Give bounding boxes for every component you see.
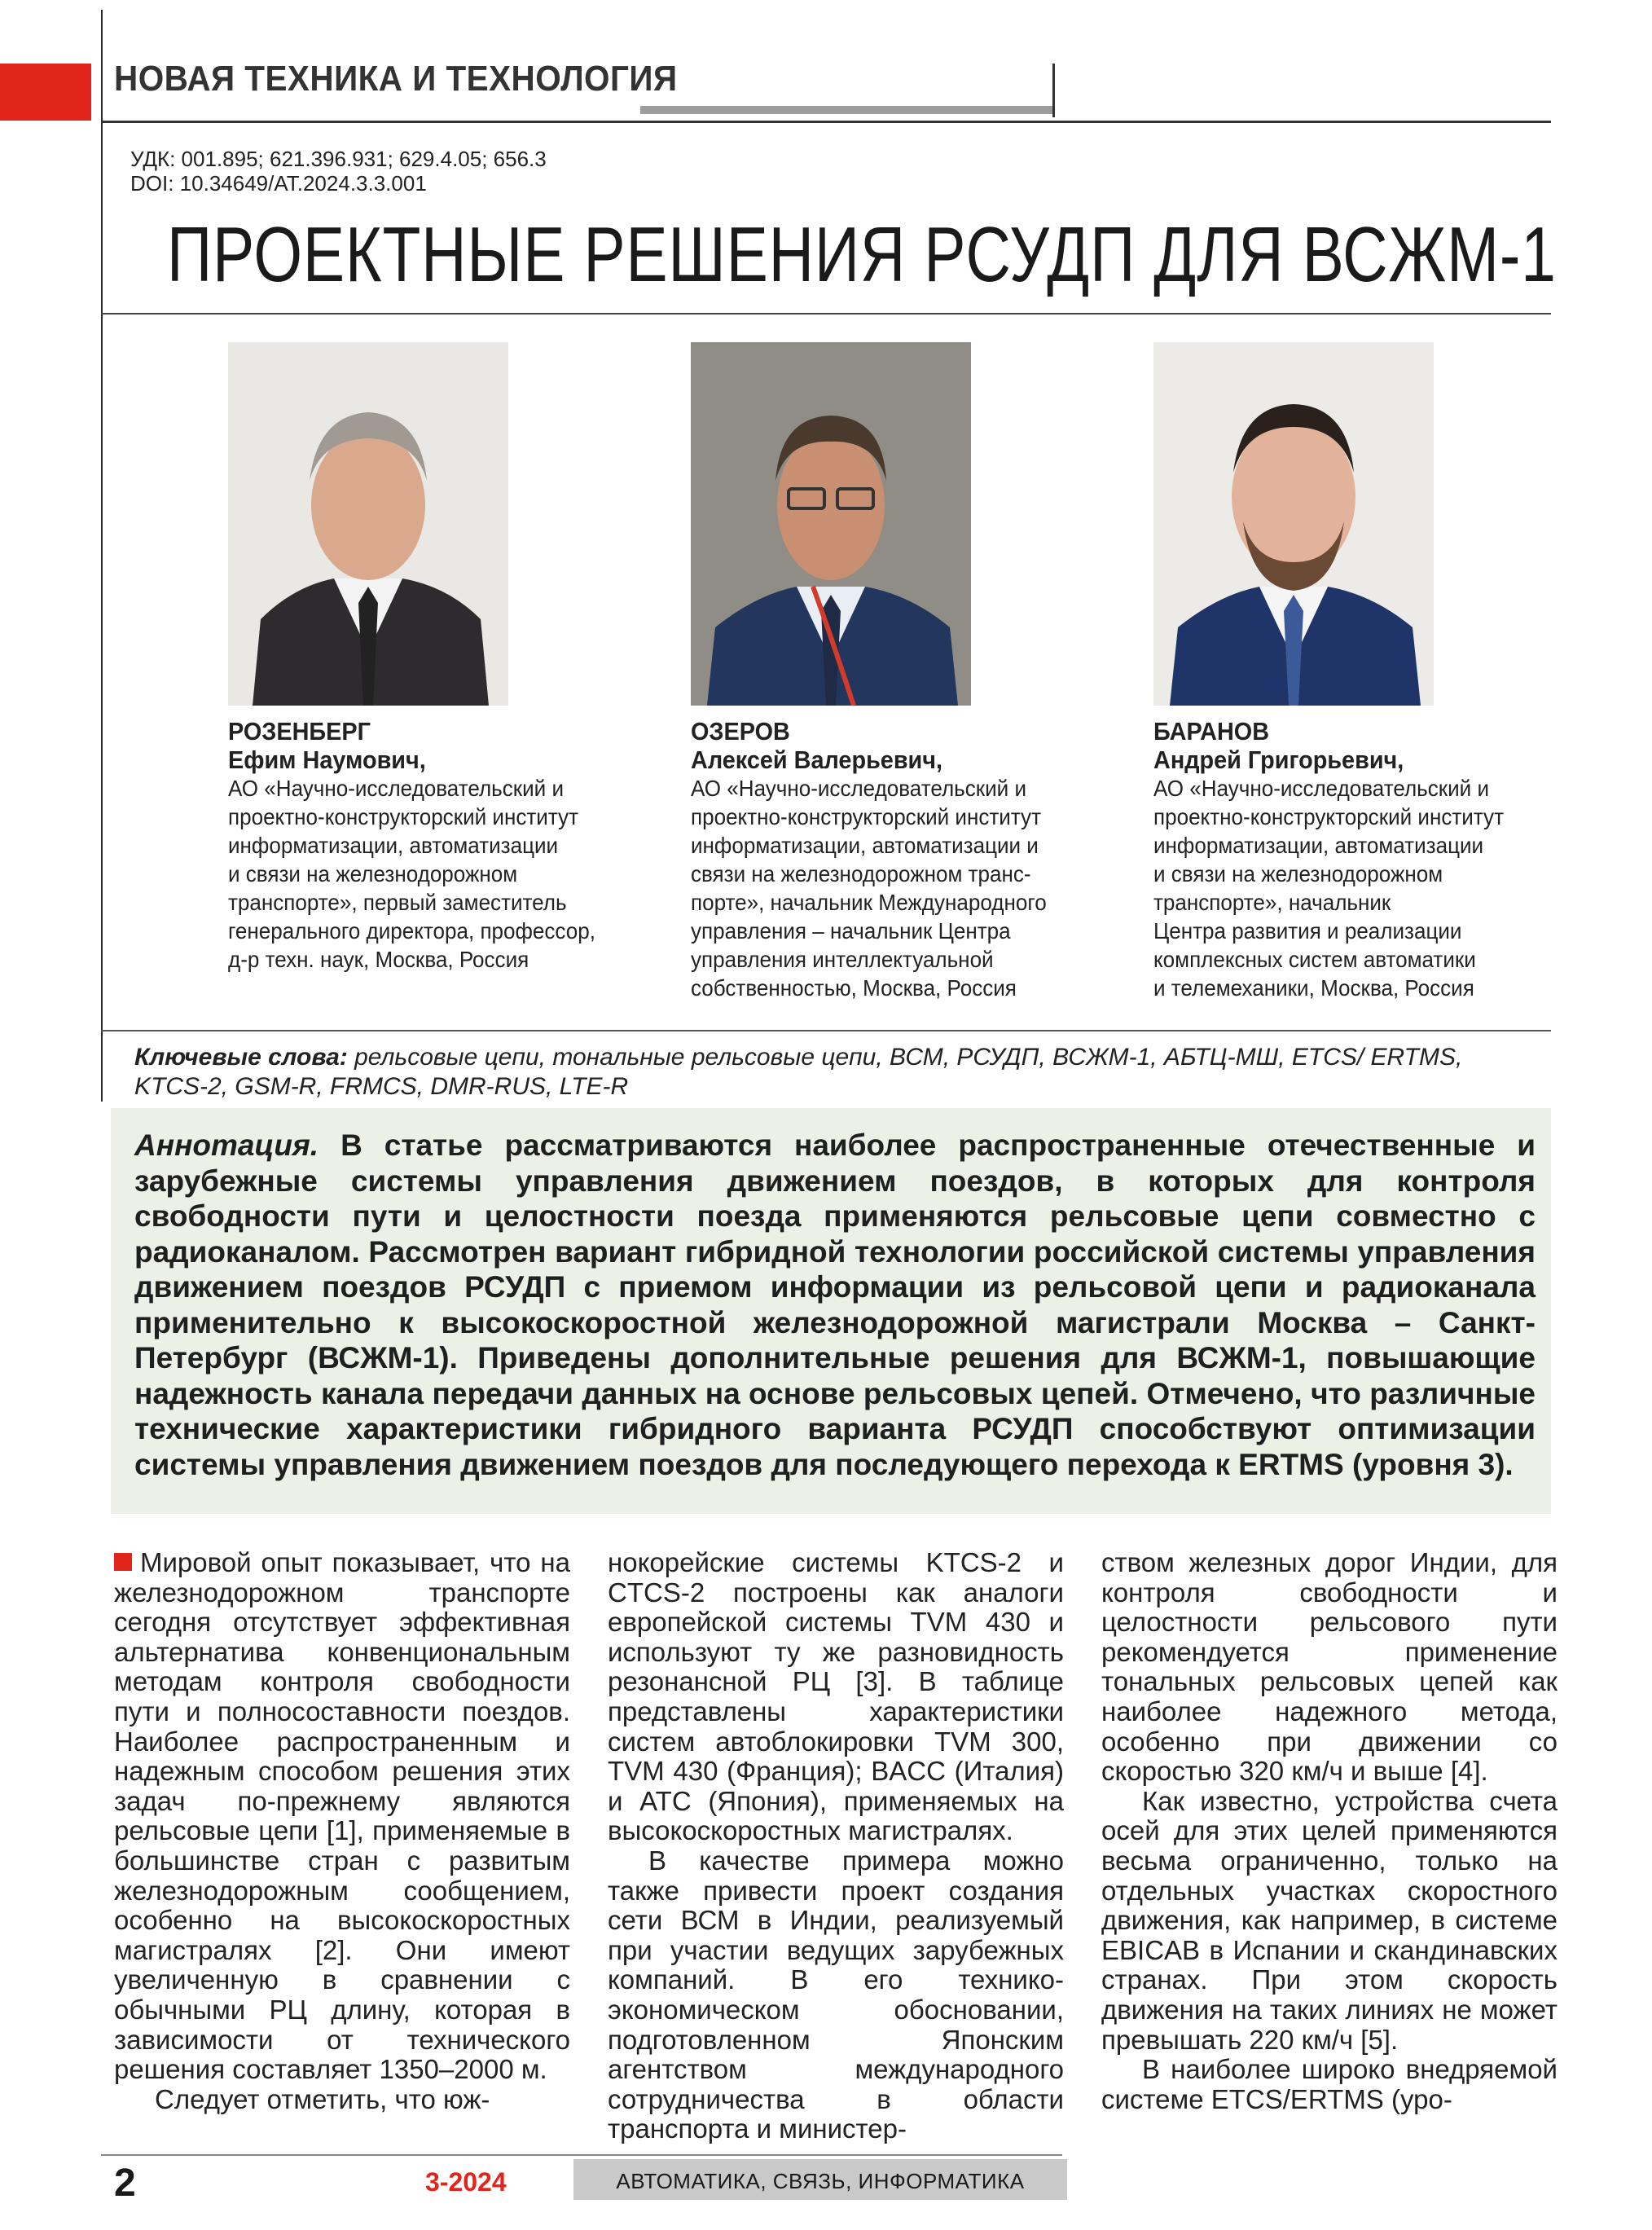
rubric-underline-bar: [640, 106, 1054, 114]
author-affiliation-line: и связи на железнодорожном: [228, 861, 518, 886]
issue-number: 3-2024: [425, 2167, 507, 2197]
author-name: Ефим Наумович,: [228, 746, 426, 774]
annotation: [134, 1128, 1536, 1482]
author-surname: БАРАНОВ: [1153, 717, 1270, 746]
author-affiliation-line: и телемеханики, Москва, Россия: [1153, 975, 1474, 1001]
page-number: 2: [114, 2162, 136, 2205]
author-affiliation-line: информатизации, автоматизации: [228, 833, 559, 858]
body-column-2: [608, 1548, 1064, 2144]
section-color-tab: [0, 64, 91, 121]
paragraph: В наиболее широко внедряемой системе ETCS/ERTMS (уро-: [1101, 2054, 1558, 2114]
author-name: Андрей Григорьевич,: [1153, 746, 1404, 774]
author-photo-ozerov: [691, 342, 971, 706]
author-surname: РОЗЕНБЕРГ: [228, 717, 371, 746]
author-affiliation-line: информатизации, автоматизации и: [691, 833, 1039, 858]
annotation-label: Аннотация.: [134, 1128, 319, 1162]
author-affiliation-line: д-р техн. наук, Москва, Россия: [228, 947, 529, 972]
body-column-1: [114, 1548, 570, 2114]
keywords-label: Ключевые слова:: [134, 1044, 348, 1071]
rubric-divider: [1052, 64, 1055, 117]
section-rubric: НОВАЯ ТЕХНИКА И ТЕХНОЛОГИЯ: [114, 59, 678, 99]
keywords-text: рельсовые цепи, тональные рельсовые цепи, ВСМ, РСУДП, ВСЖМ-1, АБТЦ-МШ, ETCS/ ERTMS, KTCS-2, GSM-R, FRMCS, DMR-RUS, LTE-R: [134, 1044, 1463, 1100]
author-affiliation-line: проектно-конструкторский институт: [228, 804, 579, 829]
author-affiliation-line: собственностью, Москва, Россия: [691, 975, 1017, 1001]
author-affiliation-line: управления – начальник Центра: [691, 918, 1011, 943]
paragraph-text: Мировой опыт показывает, что на железнодорожном транспорте сегодня отсутствует эффективная альтернатива конвенциональным методам контроля свободности пути и полносоставности поездов. Наиболее распространенным и надежным способом решения этих задач по-прежнему являются рельсовые цепи [1], применяемые в большинстве стран с развитым железнодорожным сообщением, особенно на высокоскоростных магистралях [2]. Они имеют увеличенную в сравнении с обычными РЦ длину, которая в зависимости от технического решения составляет 1350–2000 м.: [114, 1547, 570, 2085]
journal-name: АВТОМАТИКА, СВЯЗЬ, ИНФОРМАТИКА: [616, 2169, 1025, 2193]
author-affiliation-line: АО «Научно-исследовательский и: [691, 776, 1027, 801]
paragraph: Как известно, устройства счета осей для этих целей применяются весьма ограниченно, только на отдельных участках скоростного движения, как например, в системе EBICAB в Испании и скандинавских странах. При этом скорость движения на таких линиях не может превышать 220 км/ч [5].: [1101, 1785, 1558, 2055]
author-affiliation-line: транспорте», начальник: [1153, 890, 1391, 915]
article-identifiers: [130, 147, 547, 196]
article-title: ПРОЕКТНЫЕ РЕШЕНИЯ РСУДП ДЛЯ ВСЖМ-1: [167, 211, 1557, 298]
annotation-text: В статье рассматриваются наиболее распространенные отечественные и зарубежные системы управления движением поездов, в которых для контроля свободности пути и целостности поезда применяются рельсовые цепи совместно с радиоканалом. Рассмотрен вариант гибридной технологии российской системы управления движением поездов РСУДП с приемом информации из рельсовой цепи и радиоканала применительно к высокоскоростной железнодорожной магистрали Москва – Санкт-Петербург (ВСЖМ-1). Приведены дополнительные решения для ВСЖМ-1, повышающие надежность канала передачи данных на основе рельсовых цепей. Отмечено, что различные технические характеристики гибридного варианта РСУДП способствуют оптимизации системы управления движением поездов для последующего перехода к ERTMS (уровня 3).: [134, 1128, 1536, 1481]
author-affiliation-line: комплексных систем автоматики: [1153, 947, 1476, 972]
left-margin-rule: [101, 10, 103, 1102]
author-photo-rozenberg: [228, 342, 508, 706]
author-affiliation-line: Центра развития и реализации: [1153, 918, 1462, 943]
paragraph: [114, 1548, 570, 2085]
author-block-rozenberg: [228, 717, 622, 974]
author-affiliation-line: порте», начальник Международного: [691, 890, 1047, 915]
author-affiliation-line: проектно-конструкторский институт: [1153, 804, 1505, 829]
author-affiliation-line: транспорте», первый заместитель: [228, 890, 567, 915]
author-affiliation-line: АО «Научно-исследовательский и: [228, 776, 565, 801]
paragraph: В качестве примера можно также привести проект создания сети ВСМ в Индии, реализуемый при участии ведущих зарубежных компаний. В его технико-экономическом обосновании, подготовленном Японским агентством международного сотрудничества в области транспорта и министер-: [608, 1845, 1064, 2144]
author-surname: ОЗЕРОВ: [691, 717, 790, 746]
authors-rule: [101, 1030, 1551, 1031]
author-affiliation-line: связи на железнодорожном транс-: [691, 861, 1031, 886]
header-rule: [101, 121, 1551, 123]
author-affiliation-line: АО «Научно-исследовательский и: [1153, 776, 1490, 801]
section-start-marker: [114, 1553, 132, 1571]
paragraph: ством железных дорог Индии, для контроля свободности и целостности рельсового пути рекомендуется применение тональных рельсовых цепей как наиболее надежного метода, особенно при движении со скоростью 320 км/ч и выше [4].: [1101, 1547, 1558, 1787]
paragraph: нокорейские системы KTCS-2 и CTCS-2 построены как аналоги европейской системы TVM 430 и используют ту же разновидность резонансной РЦ [3]. В таблице представлены характеристики систем автоблокировки TVM 300, TVM 430 (Франция); BACC (Италия) и ATC (Япония), применяемых на высокоскоростных магистралях.: [608, 1547, 1064, 1846]
author-block-ozerov: [691, 717, 1085, 1002]
doi-code: DOI: 10.34649/AT.2024.3.3.001: [130, 171, 427, 196]
author-affiliation-line: управления интеллектуальной: [691, 947, 994, 972]
author-affiliation-line: проектно-конструкторский институт: [691, 804, 1042, 829]
author-photo-baranov: [1153, 342, 1434, 706]
author-affiliation-line: и связи на железнодорожном: [1153, 861, 1443, 886]
keywords: [134, 1043, 1478, 1102]
footer-rule: [101, 2154, 1062, 2156]
title-rule: [101, 313, 1551, 314]
udk-code: УДК: 001.895; 621.396.931; 629.4.05; 656.3: [130, 147, 547, 171]
body-column-3: [1101, 1548, 1558, 2114]
paragraph: Следует отметить, что юж-: [155, 2083, 490, 2114]
author-affiliation-line: генерального директора, профессор,: [228, 918, 595, 943]
author-affiliation-line: информатизации, автоматизации: [1153, 833, 1484, 858]
author-block-baranov: [1153, 717, 1548, 1002]
author-name: Алексей Валерьевич,: [691, 746, 943, 774]
